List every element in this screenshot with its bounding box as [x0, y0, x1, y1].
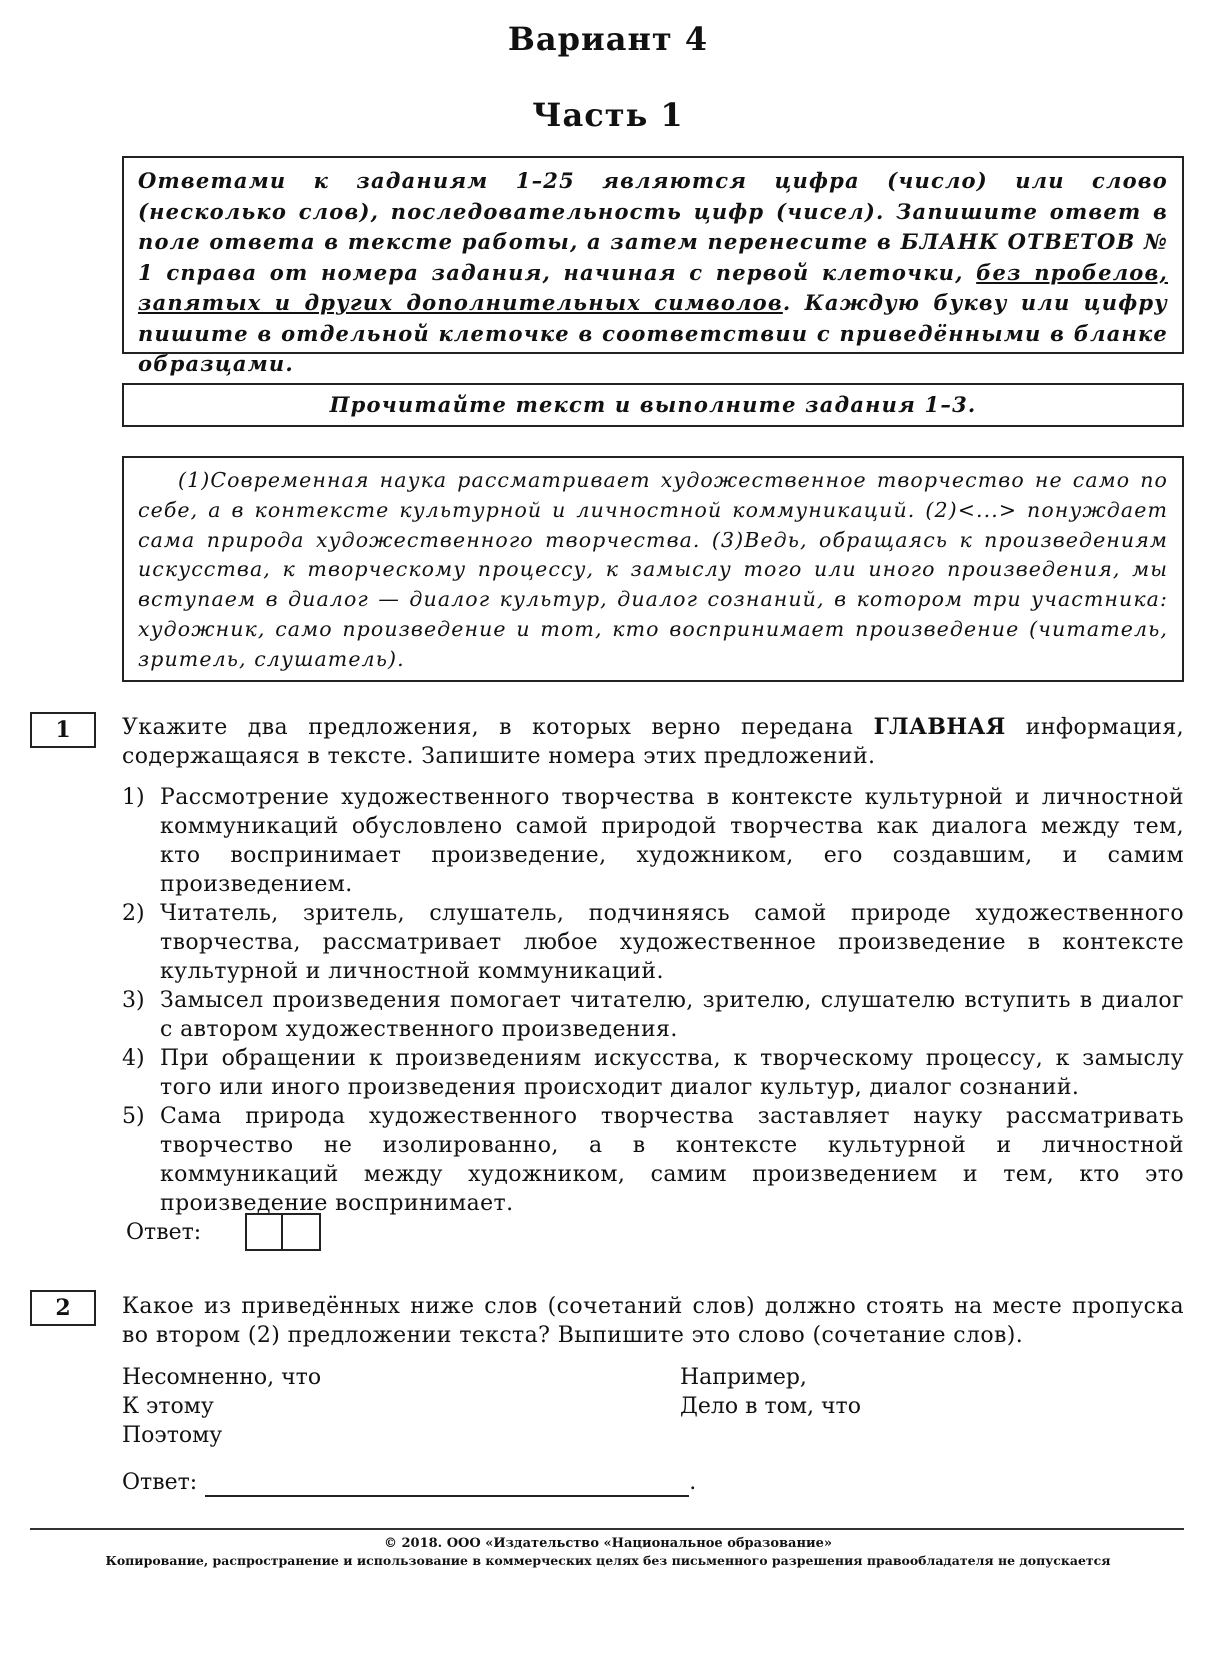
option-text: Читатель, зритель, слушатель, подчиняясь самой природе художественного творчества, рассматривает любое художественное произведение в контексте культурной и личностной коммуникаций.: [160, 901, 1184, 984]
instructions-text-end: . Каждую букву или цифру пишите в отдельной клеточке в соответствии с приведёнными в бланке образцами.: [138, 290, 1168, 376]
read-prompt-box: [122, 383, 1184, 427]
question-1-options: [122, 783, 1184, 1218]
option-number: 2): [122, 901, 145, 926]
footer-copyright: © 2018. ООО «Издательство «Национальное образование»: [383, 1536, 833, 1551]
word-option: Например,: [680, 1365, 807, 1390]
word-options-left: [122, 1363, 321, 1450]
question-1-prompt: [122, 713, 1184, 771]
question-1-prompt-bold: ГЛАВНАЯ: [873, 714, 1006, 740]
option-item: [122, 1044, 1184, 1102]
option-text: Рассмотрение художественного творчества в контексте культурной и личностной коммуникаций обусловлено самой природой творчества как диалога между тем, кто воспринимает произведение, художником, его создавшим, и самим произведением.: [160, 785, 1184, 897]
read-prompt: Прочитайте текст и выполните задания 1–3.: [329, 392, 977, 417]
question-1-prompt-text-end: информация, содержащаяся в тексте. Запишите номера этих предложений.: [122, 715, 1184, 769]
answer-cell[interactable]: [245, 1213, 283, 1251]
option-number: 1): [122, 785, 145, 810]
option-number: 5): [122, 1104, 145, 1129]
option-number: 4): [122, 1046, 145, 1071]
answer-label: Ответ:: [126, 1219, 202, 1245]
option-text: Сама природа художественного творчества заставляет науку рассматривать творчество не изолированно, а в контексте культурной и личностной коммуникаций между художником, самим произведением и тем, кто это произведение воспринимает.: [160, 1104, 1184, 1216]
passage-box: [122, 456, 1184, 682]
question-1-answer: [126, 1213, 321, 1251]
instructions-box: [122, 156, 1184, 376]
word-option: К этому: [122, 1394, 214, 1419]
answer-cell[interactable]: [283, 1213, 321, 1251]
question-1-number: 1: [30, 712, 96, 748]
option-item: [122, 986, 1184, 1044]
question-2-prompt: Какое из приведённых ниже слов (сочетаний слов) должно стоять на месте пропуска во втором (2) предложении текста? Выпишите это слово (сочетание слов).: [122, 1294, 1184, 1348]
answer-end: .: [689, 1470, 697, 1495]
option-item: [122, 783, 1184, 899]
word-option: Дело в том, что: [680, 1394, 861, 1419]
option-item: [122, 1102, 1184, 1218]
option-text: При обращении к произведениям искусства, к творческому процессу, к замыслу того или иного произведения происходит диалог культур, диалог сознаний.: [160, 1046, 1184, 1100]
footer-divider: [30, 1528, 1184, 1530]
variant-title: Вариант 4: [507, 20, 709, 58]
footer-notice: Копирование, распространение и использование в коммерческих целях без письменного разрешения правообладателя не допускается: [105, 1553, 1111, 1568]
instructions-underlined: без пробелов, запятых и других дополнительных символов: [138, 259, 1168, 315]
word-options-right: [680, 1363, 861, 1421]
word-option: Поэтому: [122, 1423, 223, 1448]
word-option: Несомненно, что: [122, 1365, 322, 1390]
question-2-number: 2: [30, 1290, 96, 1326]
answer-cells[interactable]: [245, 1213, 321, 1251]
passage-text: (1)Современная наука рассматривает художественное творчество не само по себе, а в контексте культурной и личностной коммуникаций. (2)<...> понуждает сама природа художественного творчества. (3)Ведь, обращаясь к произведениям искусства, к творческому процессу, к замыслу того или иного произведения, мы вступаем в диалог — диалог культур, диалог сознаний, в котором три участника: художник, само произведение и тот, кто воспринимает произведение (читатель, зритель, слушатель).: [138, 468, 1168, 671]
part-title: Часть 1: [532, 96, 684, 134]
answer-label: Ответ:: [122, 1470, 198, 1495]
instructions-text: Ответами к заданиям 1–25 являются цифра (число) или слово (несколько слов), последовательность цифр (чисел). Запишите ответ в поле ответа в тексте работы, а затем перенесите в БЛАНК ОТВЕТОВ № 1 справа от номера задания, начиная с первой клеточки,: [138, 168, 1168, 285]
question-2-answer: [122, 1468, 696, 1497]
option-item: [122, 899, 1184, 986]
option-number: 3): [122, 988, 145, 1013]
answer-line[interactable]: [205, 1471, 689, 1497]
question-1-prompt-text: Укажите два предложения, в которых верно передана: [122, 715, 874, 740]
option-text: Замысел произведения помогает читателю, зрителю, слушателю вступить в диалог с автором художественного произведения.: [160, 988, 1184, 1042]
